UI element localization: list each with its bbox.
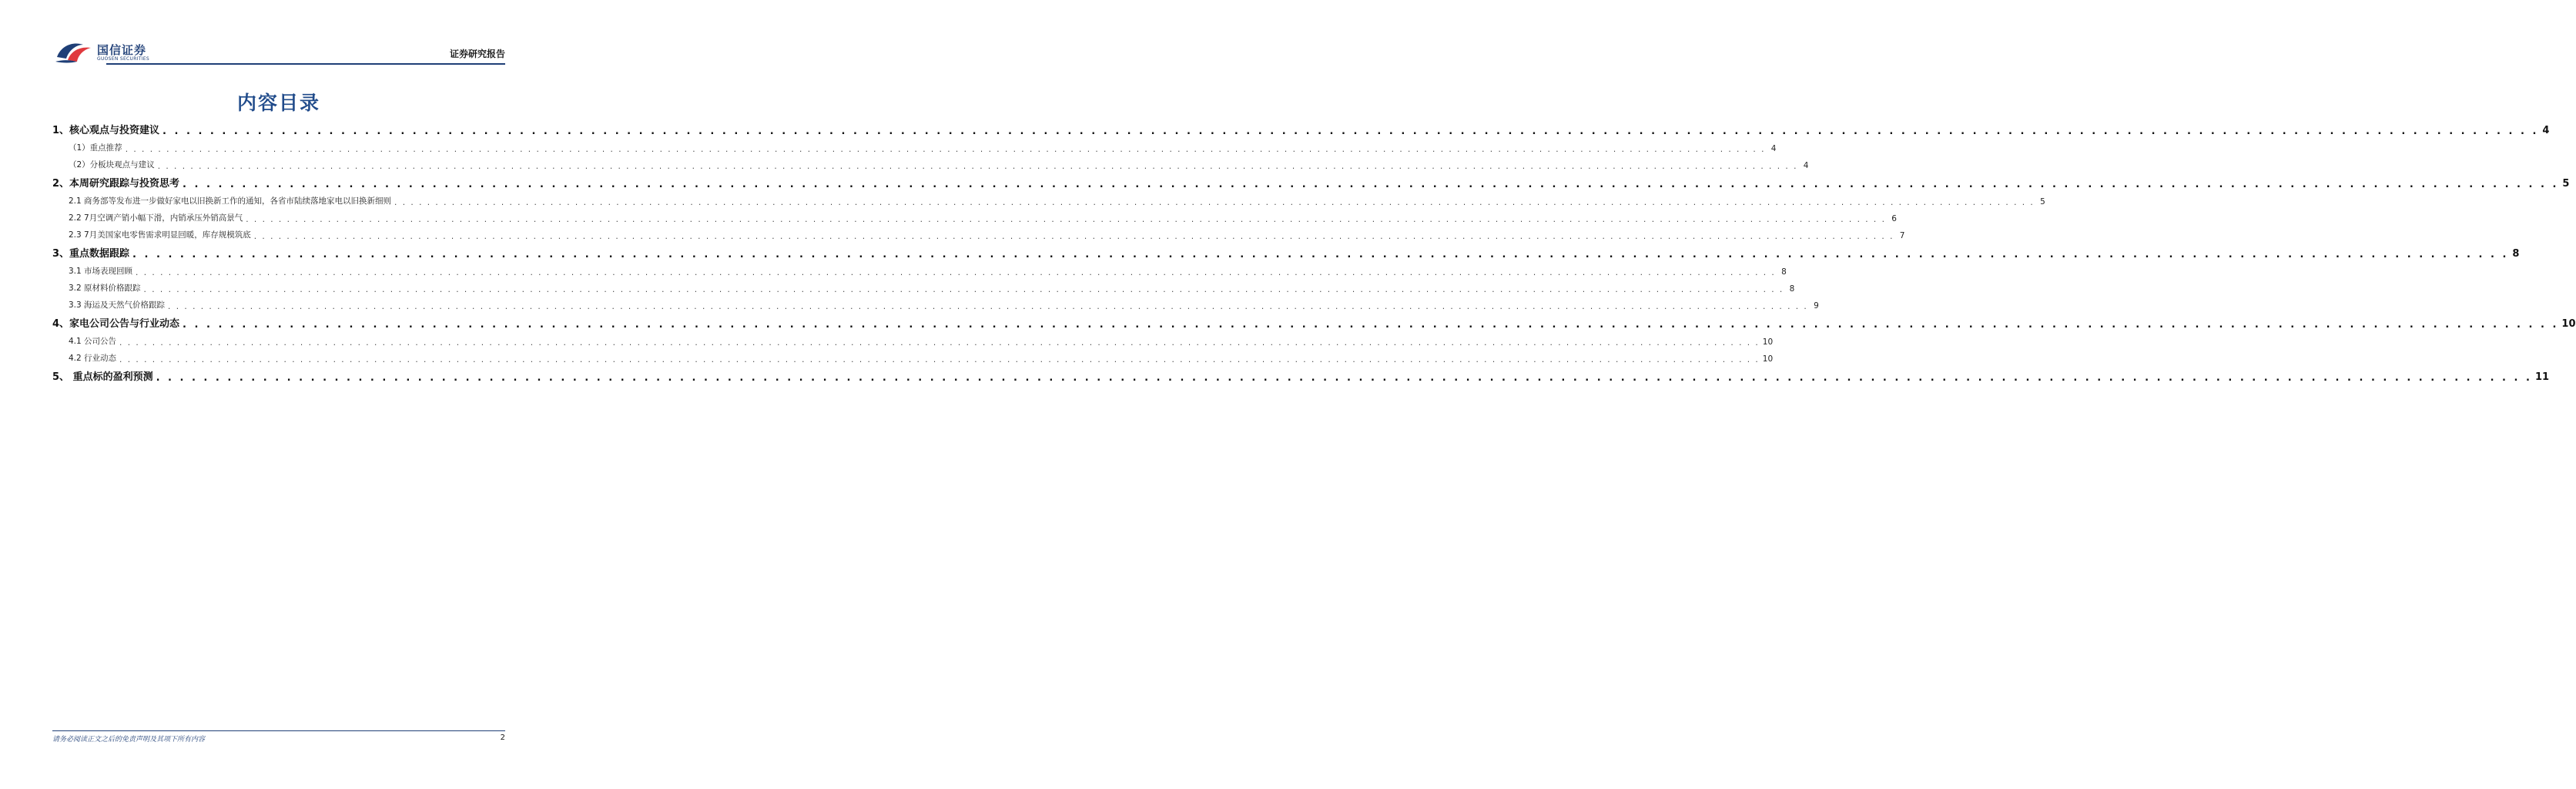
toc-entry-page-number: 8	[1781, 267, 1787, 277]
toc-entry-page-number: 11	[2534, 371, 2550, 383]
toc-entry-page-number: 5	[2562, 178, 2570, 190]
toc-entry-label: 3.1 市场表现回顾	[69, 267, 133, 276]
toc-entry-label: 1、核心观点与投资建议	[52, 125, 160, 136]
toc-entry-page-number: 10	[1762, 354, 1774, 364]
toc-dot-leader: . . . . . . . . . . . . . . . . . . . . . . . . . . . . . . . . . . . . . . . . . . . . . . . . . . . . . . . . . . . . . . . . . . . . . . . . . . . . . . . . . . . . . . . . . . . . . . . . . . . . . . . . . . . . . . . . . . . . . . . . . . . . . . . . . . . . . . . . . . . . . . . . . . . . . . . . . . . . . . . . . . . . . . . . . . . . . . . . . . . . . . . . . . . . . . . . . . . . . . . .	[394, 197, 2035, 207]
toc-subsection-entry[interactable]	[52, 294, 1819, 311]
toc-subsection-entry[interactable]	[52, 190, 2045, 207]
toc-entry-label: 2.1 商务部等发布进一步做好家电以旧换新工作的通知，各省市陆续落地家电以旧换新细则	[69, 196, 392, 206]
toc-subsection-entry[interactable]	[52, 223, 1905, 241]
toc-entry-label: （2）分板块观点与建议	[69, 160, 155, 170]
toc-dot-leader: . . . . . . . . . . . . . . . . . . . . . . . . . . . . . . . . . . . . . . . . . . . . . . . . . . . . . . . . . . . . . . . . . . . . . . . . . . . . . . . . . . . . . . . . . . . . . . . . . . . . . . . . . . . . . . . . . . . . . . . . . . . . . . . . . . . . . . . . . . . . . . . . . . . . . . . . . . . . . . . . . . . . . . . . . . . . . . . . . . . . . . . . . . . . . . . . . . . . . . . .	[157, 161, 1798, 171]
toc-entry-label: 3.3 海运及天然气价格跟踪	[69, 300, 166, 310]
toc-entry-page-number: 7	[1899, 231, 1905, 240]
guosen-logo-icon	[54, 40, 94, 65]
toc-entry-page-number: 4	[1770, 144, 1777, 153]
toc-dot-leader: . . . . . . . . . . . . . . . . . . . . . . . . . . . . . . . . . . . . . . . . . . . . . . . . . . . . . . . . . . . . . . . . . . . . . . . . . . . . . . . . . . . . . . . . . . . . . . . . . . . . . . . . . . . . . . . . . . . . . . . . . . . . . . . . . . . . . . . . . . . . . . . . . . . . . . . . . . . . . . . . . . . . . . . . . . . . . . . . . . . . . . . . . . . . . . . . . . . . . . . .	[136, 267, 1776, 277]
toc-title: 内容目录	[236, 92, 320, 114]
toc-entry-page-number: 10	[2561, 318, 2576, 330]
toc-subsection-entry[interactable]	[52, 260, 1787, 277]
page-number: 2	[500, 734, 505, 742]
toc-section-entry[interactable]	[52, 117, 2550, 137]
toc-entry-page-number: 4	[2542, 125, 2550, 136]
toc-subsection-entry[interactable]	[52, 206, 1897, 224]
toc-dot-leader: . . . . . . . . . . . . . . . . . . . . . . . . . . . . . . . . . . . . . . . . . . . . . . . . . . . . . . . . . . . . . . . . . . . . . . . . . . . . . . . . . . . . . . . . . . . . . . . . . . . . . . . . . . . . . . . . . . . . . . . . . . . . . . . . . . . . . . . . . . . . . . . . . . . . . . . . . . . . . . . . . . . . . . . . . . . . . . . . . . . . . . . . . . . . . . . . . . . . . . . .	[162, 126, 2539, 137]
toc-entry-page-number: 5	[2040, 197, 2045, 206]
toc-entry-label: 3、重点数据跟踪	[52, 248, 130, 260]
toc-entry-label: 2.2 7月空调产销小幅下滑，内销承压外销高景气	[69, 213, 243, 223]
table-of-contents	[52, 117, 2576, 384]
toc-entry-page-number: 6	[1891, 214, 1897, 223]
report-type-label: 证券研究报告	[449, 49, 505, 59]
toc-subsection-entry[interactable]	[52, 277, 1795, 294]
toc-section-entry[interactable]	[52, 311, 2576, 331]
toc-entry-label: 4.1 公司公告	[69, 337, 117, 346]
toc-dot-leader: . . . . . . . . . . . . . . . . . . . . . . . . . . . . . . . . . . . . . . . . . . . . . . . . . . . . . . . . . . . . . . . . . . . . . . . . . . . . . . . . . . . . . . . . . . . . . . . . . . . . . . . . . . . . . . . . . . . . . . . . . . . . . . . . . . . . . . . . . . . . . . . . . . . . . . . . . . . . . . . . . . . . . . . . . . . . . . . . . . . . . . . . . . . . . . . . . . . . . . . .	[183, 319, 2559, 331]
toc-dot-leader: . . . . . . . . . . . . . . . . . . . . . . . . . . . . . . . . . . . . . . . . . . . . . . . . . . . . . . . . . . . . . . . . . . . . . . . . . . . . . . . . . . . . . . . . . . . . . . . . . . . . . . . . . . . . . . . . . . . . . . . . . . . . . . . . . . . . . . . . . . . . . . . . . . . . . . . . . . . . . . . . . . . . . . . . . . . . . . . . . . . . . . . . . . . . . . . . . . . . . . . .	[156, 372, 2532, 384]
header-divider	[106, 63, 505, 65]
page-header	[52, 39, 505, 65]
toc-dot-leader: . . . . . . . . . . . . . . . . . . . . . . . . . . . . . . . . . . . . . . . . . . . . . . . . . . . . . . . . . . . . . . . . . . . . . . . . . . . . . . . . . . . . . . . . . . . . . . . . . . . . . . . . . . . . . . . . . . . . . . . . . . . . . . . . . . . . . . . . . . . . . . . . . . . . . . . . . . . . . . . . . . . . . . . . . . . . . . . . . . . . . . . . . . . . . . . . . . . . . . . .	[119, 354, 1760, 364]
footer-disclaimer: 请务必阅读正文之后的免责声明及其项下所有内容	[52, 736, 206, 744]
logo-chinese-name: 国信证券	[97, 43, 147, 57]
logo-english-name: GUOSEN SECURITIES	[97, 56, 150, 62]
toc-entry-label: （1）重点推荐	[69, 143, 122, 153]
toc-entry-label: 2.3 7月美国家电零售需求明显回暖，库存规模筑底	[69, 230, 251, 240]
toc-entry-page-number: 4	[1803, 161, 1809, 170]
toc-subsection-entry[interactable]	[52, 330, 1774, 347]
toc-dot-leader: . . . . . . . . . . . . . . . . . . . . . . . . . . . . . . . . . . . . . . . . . . . . . . . . . . . . . . . . . . . . . . . . . . . . . . . . . . . . . . . . . . . . . . . . . . . . . . . . . . . . . . . . . . . . . . . . . . . . . . . . . . . . . . . . . . . . . . . . . . . . . . . . . . . . . . . . . . . . . . . . . . . . . . . . . . . . . . . . . . . . . . . . . . . . . . . . . . . . . . . .	[143, 284, 1784, 294]
toc-subsection-entry[interactable]	[52, 136, 1777, 154]
footer-divider	[52, 730, 505, 731]
toc-entry-label: 2、本周研究跟踪与投资思考	[52, 178, 180, 190]
toc-entry-label: 3.2 原材料价格跟踪	[69, 284, 141, 293]
toc-subsection-entry[interactable]	[52, 347, 1774, 364]
toc-section-entry[interactable]	[52, 364, 2550, 384]
toc-entry-label: 4.2 行业动态	[69, 354, 117, 363]
toc-entry-label: 5、 重点标的盈利预测	[52, 371, 153, 383]
toc-dot-leader: . . . . . . . . . . . . . . . . . . . . . . . . . . . . . . . . . . . . . . . . . . . . . . . . . . . . . . . . . . . . . . . . . . . . . . . . . . . . . . . . . . . . . . . . . . . . . . . . . . . . . . . . . . . . . . . . . . . . . . . . . . . . . . . . . . . . . . . . . . . . . . . . . . . . . . . . . . . . . . . . . . . . . . . . . . . . . . . . . . . . . . . . . . . . . . . . . . . . . . . .	[132, 249, 2509, 260]
toc-dot-leader: . . . . . . . . . . . . . . . . . . . . . . . . . . . . . . . . . . . . . . . . . . . . . . . . . . . . . . . . . . . . . . . . . . . . . . . . . . . . . . . . . . . . . . . . . . . . . . . . . . . . . . . . . . . . . . . . . . . . . . . . . . . . . . . . . . . . . . . . . . . . . . . . . . . . . . . . . . . . . . . . . . . . . . . . . . . . . . . . . . . . . . . . . . . . . . . . . . . . . . . .	[168, 301, 1808, 311]
toc-entry-page-number: 8	[2512, 248, 2520, 260]
toc-section-entry[interactable]	[52, 170, 2570, 190]
toc-dot-leader: . . . . . . . . . . . . . . . . . . . . . . . . . . . . . . . . . . . . . . . . . . . . . . . . . . . . . . . . . . . . . . . . . . . . . . . . . . . . . . . . . . . . . . . . . . . . . . . . . . . . . . . . . . . . . . . . . . . . . . . . . . . . . . . . . . . . . . . . . . . . . . . . . . . . . . . . . . . . . . . . . . . . . . . . . . . . . . . . . . . . . . . . . . . . . . . . . . . . . . . .	[125, 144, 1766, 154]
toc-subsection-entry[interactable]	[52, 153, 1809, 171]
toc-entry-page-number: 8	[1789, 284, 1795, 294]
toc-dot-leader: . . . . . . . . . . . . . . . . . . . . . . . . . . . . . . . . . . . . . . . . . . . . . . . . . . . . . . . . . . . . . . . . . . . . . . . . . . . . . . . . . . . . . . . . . . . . . . . . . . . . . . . . . . . . . . . . . . . . . . . . . . . . . . . . . . . . . . . . . . . . . . . . . . . . . . . . . . . . . . . . . . . . . . . . . . . . . . . . . . . . . . . . . . . . . . . . . . . . . . . .	[246, 214, 1886, 224]
toc-entry-page-number: 10	[1762, 337, 1774, 347]
toc-dot-leader: . . . . . . . . . . . . . . . . . . . . . . . . . . . . . . . . . . . . . . . . . . . . . . . . . . . . . . . . . . . . . . . . . . . . . . . . . . . . . . . . . . . . . . . . . . . . . . . . . . . . . . . . . . . . . . . . . . . . . . . . . . . . . . . . . . . . . . . . . . . . . . . . . . . . . . . . . . . . . . . . . . . . . . . . . . . . . . . . . . . . . . . . . . . . . . . . . . . . . . . .	[183, 179, 2559, 190]
toc-dot-leader: . . . . . . . . . . . . . . . . . . . . . . . . . . . . . . . . . . . . . . . . . . . . . . . . . . . . . . . . . . . . . . . . . . . . . . . . . . . . . . . . . . . . . . . . . . . . . . . . . . . . . . . . . . . . . . . . . . . . . . . . . . . . . . . . . . . . . . . . . . . . . . . . . . . . . . . . . . . . . . . . . . . . . . . . . . . . . . . . . . . . . . . . . . . . . . . . . . . . . . . .	[253, 231, 1894, 241]
toc-dot-leader: . . . . . . . . . . . . . . . . . . . . . . . . . . . . . . . . . . . . . . . . . . . . . . . . . . . . . . . . . . . . . . . . . . . . . . . . . . . . . . . . . . . . . . . . . . . . . . . . . . . . . . . . . . . . . . . . . . . . . . . . . . . . . . . . . . . . . . . . . . . . . . . . . . . . . . . . . . . . . . . . . . . . . . . . . . . . . . . . . . . . . . . . . . . . . . . . . . . . . . . .	[119, 337, 1760, 347]
toc-entry-page-number: 9	[1814, 301, 1819, 311]
toc-entry-label: 4、家电公司公告与行业动态	[52, 318, 180, 330]
toc-section-entry[interactable]	[52, 240, 2520, 260]
